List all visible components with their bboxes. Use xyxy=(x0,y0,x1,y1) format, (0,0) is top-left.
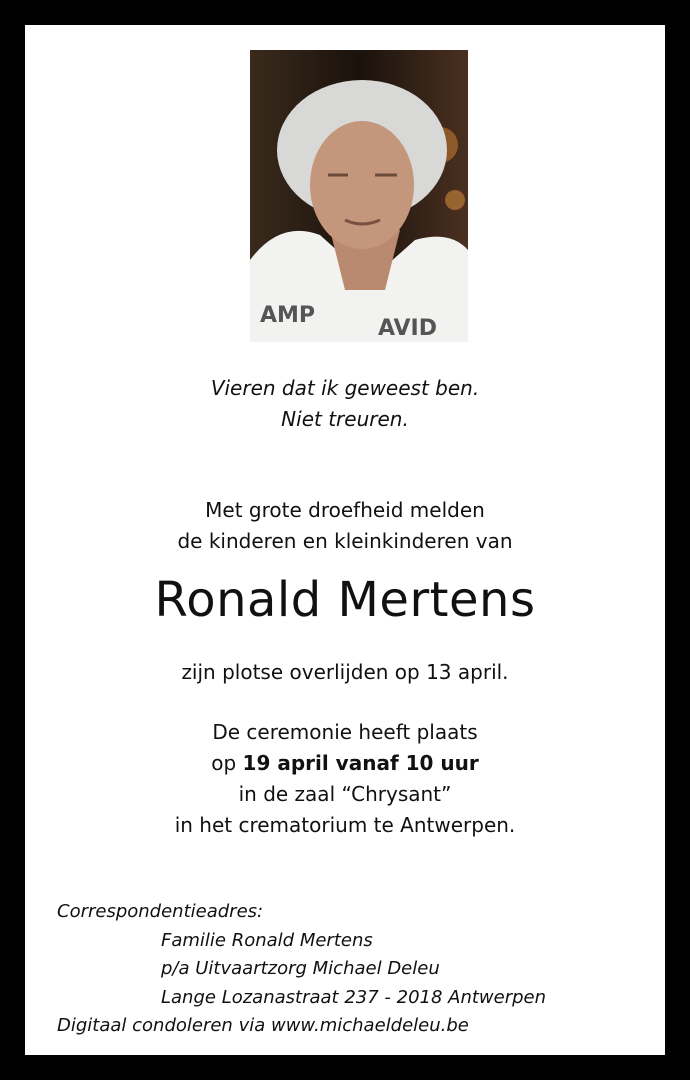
death-notice: zijn plotse overlijden op 13 april. xyxy=(181,660,509,684)
ceremony-venue: in de zaal “Chrysant” xyxy=(238,782,452,806)
correspondence-address xyxy=(57,898,546,1041)
condolence-link[interactable]: Digitaal condoleren via www.michaeldeleu.be xyxy=(57,1015,469,1036)
svg-text:AVID: AVID xyxy=(378,316,438,341)
intro-line: Met grote droefheid melden xyxy=(205,498,485,522)
address-line: Familie Ronald Mertens xyxy=(161,929,373,951)
address-label: Correspondentieadres: xyxy=(57,901,264,922)
ceremony-date-line xyxy=(25,748,665,779)
svg-text:AMP: AMP xyxy=(260,303,316,328)
address-line: Lange Lozanastraat 237 - 2018 Antwerpen xyxy=(161,986,547,1008)
ceremony-details xyxy=(25,717,665,841)
ceremony-line: De ceremonie heeft plaats xyxy=(212,720,478,744)
motto-line: Niet treuren. xyxy=(281,407,409,431)
ceremony-datetime: 19 april vanaf 10 uur xyxy=(242,751,479,775)
ceremony-location: in het crematorium te Antwerpen. xyxy=(174,813,516,837)
intro-line: de kinderen en kleinkinderen van xyxy=(177,529,513,553)
ceremony-prefix: op xyxy=(211,751,243,775)
address-line: p/a Uitvaartzorg Michael Deleu xyxy=(161,958,440,979)
motto xyxy=(25,373,665,435)
announcement-intro xyxy=(25,495,665,557)
motto-line: Vieren dat ik geweest ben. xyxy=(210,376,480,400)
obituary-card xyxy=(25,25,665,1055)
deceased-name: Ronald Mertens xyxy=(154,572,536,628)
portrait-photo xyxy=(250,50,468,342)
